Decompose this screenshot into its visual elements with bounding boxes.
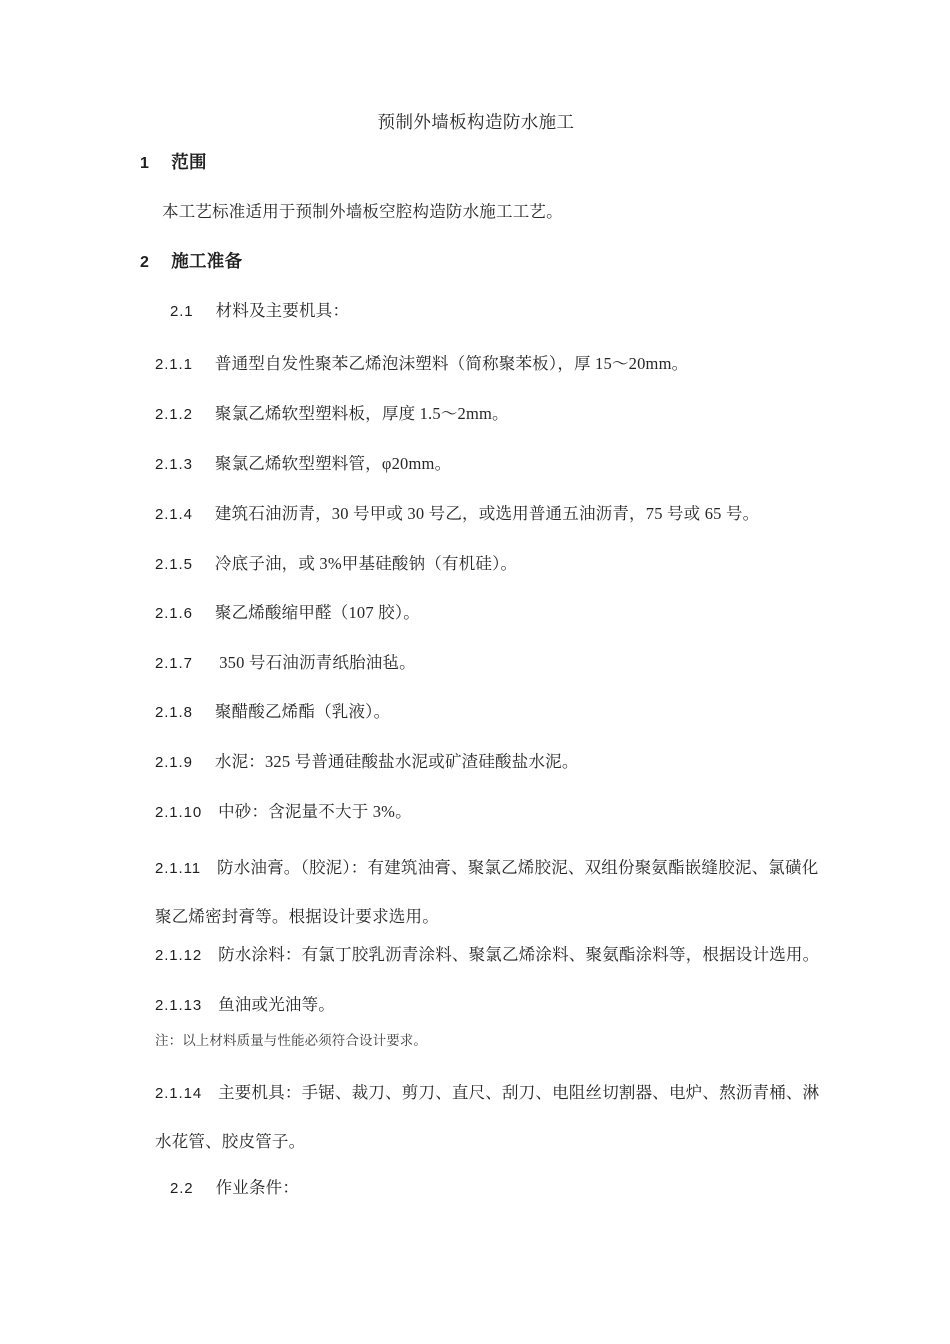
material-item [155,552,517,576]
document-body [140,0,820,1197]
section-1-intro-paragraph: 本工艺标准适用于预制外墙板空腔构造防水施工工艺。 [162,202,563,221]
material-number: 2.1.4 [155,506,193,523]
material-number: 2.1.7 [155,655,193,672]
document-title: 预制外墙板构造防水施工 [377,112,575,132]
subsection-2-1-heading [170,299,349,323]
section-2-title: 施工准备 [171,251,243,271]
material-item [155,700,390,724]
material-number: 2.1.14 [155,1085,203,1102]
section-2-number: 2 [140,254,150,271]
subsection-2-2-number: 2.2 [170,1180,194,1197]
material-text: 聚氯乙烯软型塑料管，φ20mm。 [214,454,452,473]
material-item [155,402,509,426]
subsection-2-1-title: 材料及主要机具： [215,301,350,320]
material-text: 聚醋酸乙烯酯（乳液）。 [214,702,391,721]
material-number: 2.1.1 [155,356,193,373]
material-text: 聚氯乙烯软型塑料板，厚度 1.5～2mm。 [214,404,509,423]
material-text: 水泥：325 号普通硅酸盐水泥或矿渣硅酸盐水泥。 [214,752,579,771]
material-item [155,651,416,675]
material-item [155,452,451,476]
material-number: 2.1.13 [155,997,203,1014]
material-number: 2.1.6 [155,605,193,622]
section-1-title: 范围 [171,152,207,172]
material-item [155,844,827,941]
material-text: 350 号石油沥青纸胎油毡。 [214,653,416,672]
material-number: 2.1.10 [155,804,203,821]
material-item [155,601,420,625]
section-1-number: 1 [140,155,150,172]
material-text: 中砂：含泥量不大于 3%。 [218,802,412,821]
material-text: 防水油膏。（胶泥）：有建筑油膏、聚氯乙烯胶泥、双组份聚氨酯嵌缝胶泥、氯磺化聚乙烯密封膏等。根据设计要求选用。 [155,858,819,926]
material-number: 2.1.12 [155,947,203,964]
material-text: 冷底子油，或 3%甲基硅酸钠（有机硅）。 [214,554,518,573]
material-number: 2.1.9 [155,754,193,771]
material-number: 2.1.3 [155,456,193,473]
material-item [155,352,688,376]
material-number: 2.1.5 [155,556,193,573]
material-item [155,1069,827,1166]
materials-note: 注：以上材料质量与性能必须符合设计要求。 [155,1033,427,1048]
material-item [155,750,579,774]
material-text: 建筑石油沥青，30 号甲或 30 号乙，或选用普通五油沥青，75 号或 65 号。 [214,504,760,523]
material-number: 2.1.8 [155,704,193,721]
material-text: 普通型自发性聚苯乙烯泡沫塑料（简称聚苯板），厚 15～20mm。 [214,354,689,373]
subsection-2-2-heading [170,1176,299,1200]
material-text: 鱼油或光油等。 [218,995,336,1014]
material-item [155,800,412,824]
material-number: 2.1.2 [155,406,193,423]
section-heading-1 [140,151,207,175]
subsection-2-2-title: 作业条件： [215,1178,300,1197]
subsection-2-1-number: 2.1 [170,303,194,320]
material-number: 2.1.11 [155,860,201,877]
material-text: 聚乙烯酸缩甲醛（107 胶）。 [214,603,420,622]
material-item [155,993,335,1017]
section-heading-2 [140,250,242,274]
material-text: 主要机具：手锯、裁刀、剪刀、直尺、刮刀、电阻丝切割器、电炉、熬沥青桶、淋水花管、胶皮管子。 [155,1083,820,1151]
material-item [155,943,819,967]
material-text: 防水涂料：有氯丁胶乳沥青涂料、聚氯乙烯涂料、聚氨酯涂料等，根据设计选用。 [218,945,820,964]
material-item [155,502,759,526]
